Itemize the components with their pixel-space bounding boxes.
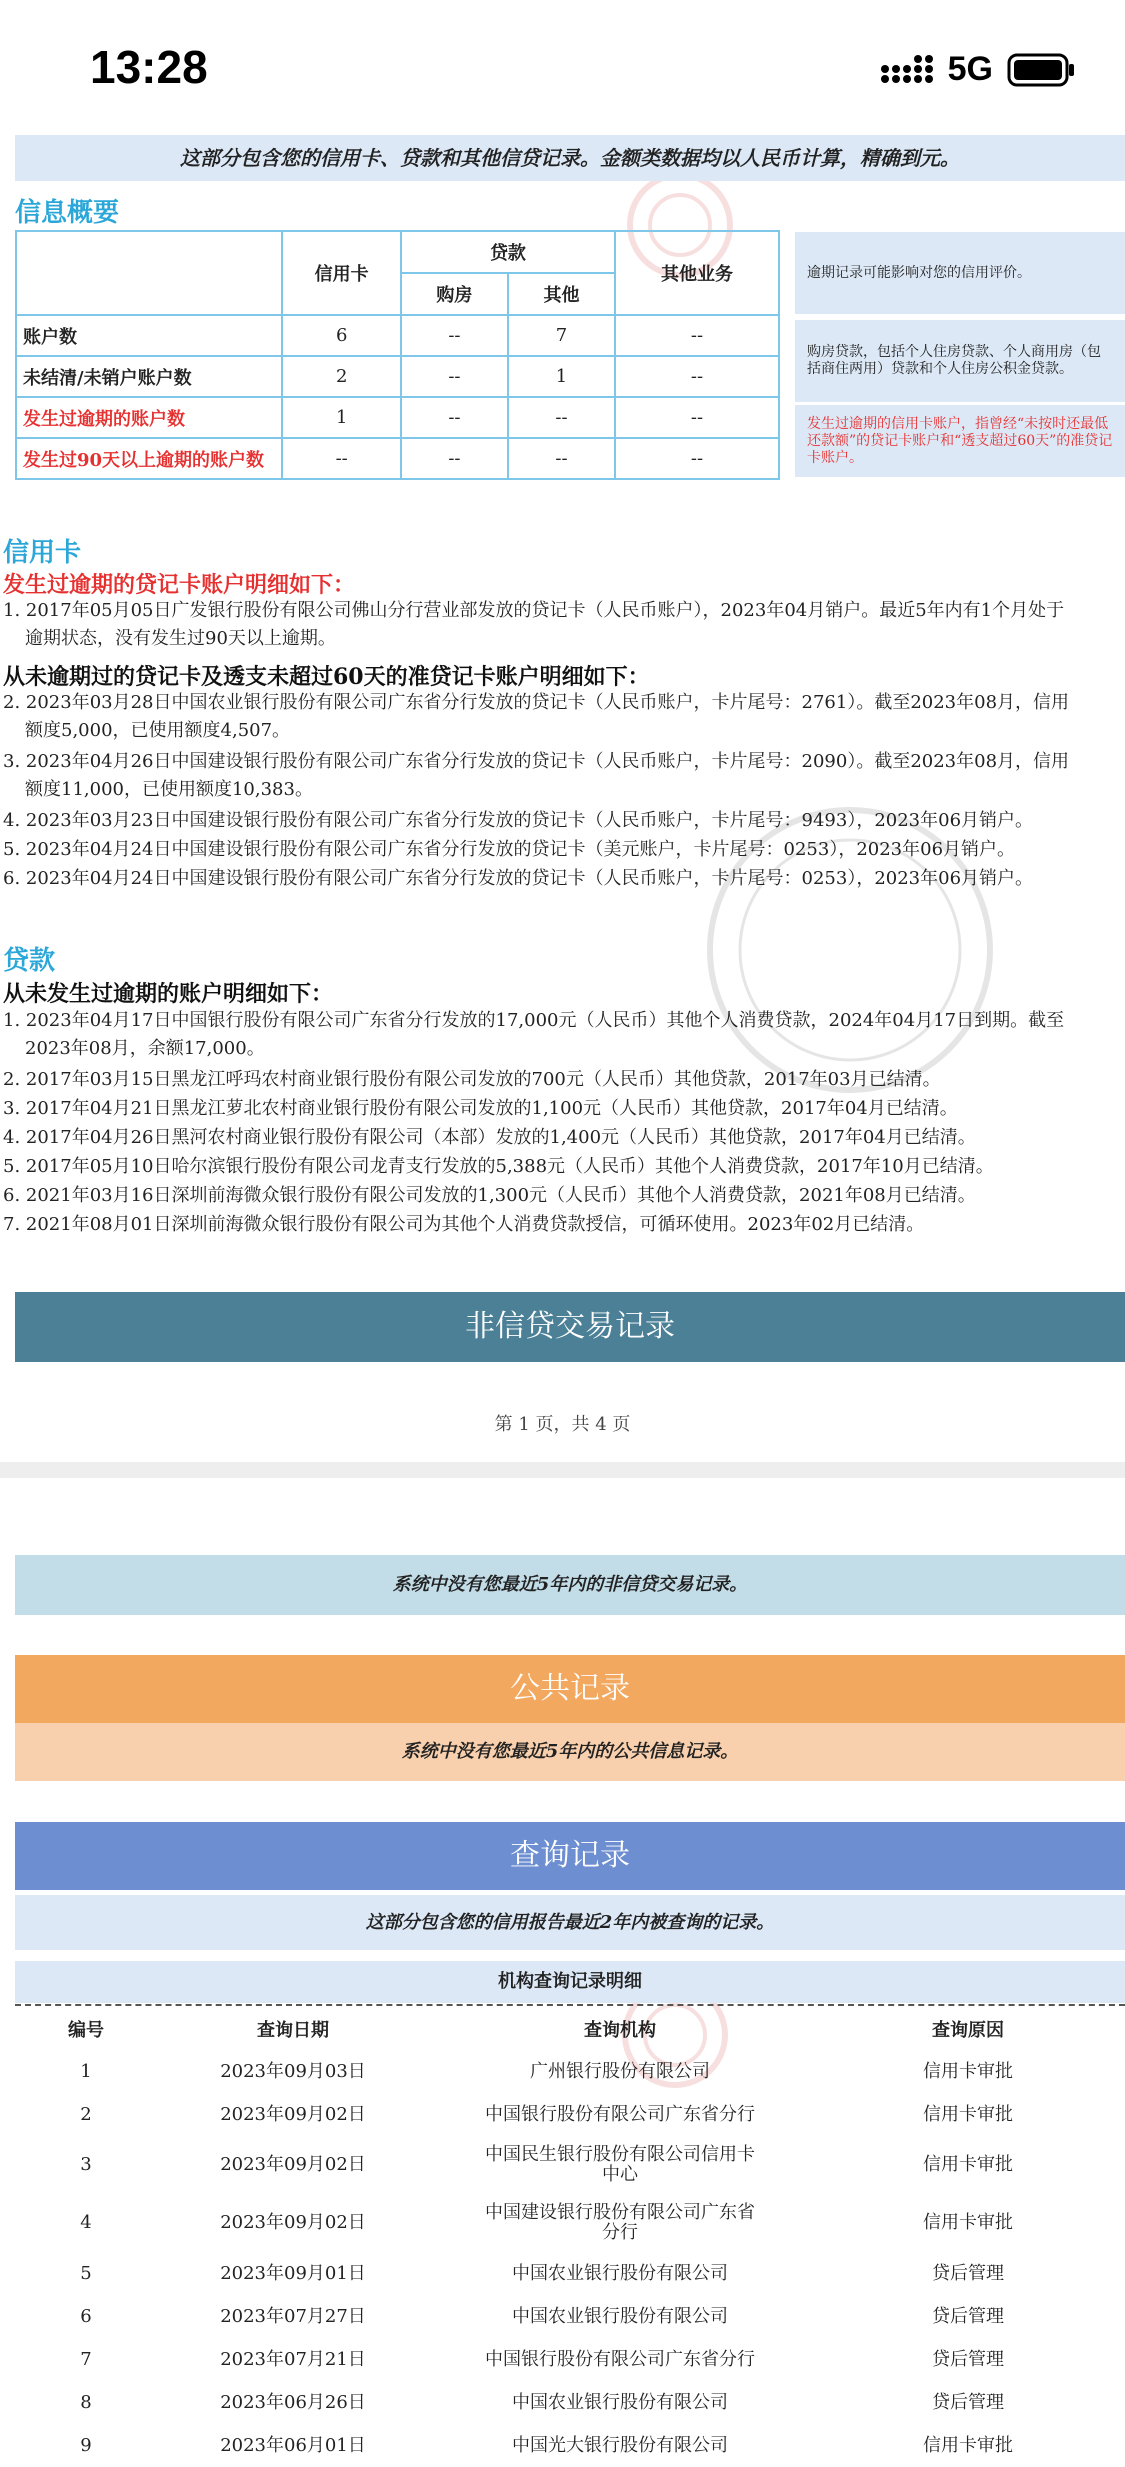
row-label: 发生过逾期的账户数 [16,397,282,438]
cell-value: -- [615,397,779,438]
cell-date: 2023年07月27日 [220,2305,366,2327]
item-text: 3. 2017年04月21日黑龙江萝北农村商业银行股份有限公司发放的1,100元（人民币）其他贷款，2017年04月已结清。 [3,1098,958,1119]
summary-title: 信息概要 [15,198,120,228]
cell-org-line1: 中国民生银行股份有限公司信用卡 [485,2144,755,2165]
list-item [3,1007,1125,1063]
cell-value: 1 [508,356,615,397]
cell-reason: 信用卡审批 [923,2103,1013,2125]
loans-heading: 从未发生过逾期的账户明细如下： [3,981,334,1007]
cell-reason: 信用卡审批 [923,2212,1013,2233]
cell-no: 2 [80,2103,92,2125]
table-row [15,2050,1125,2093]
cell-value: -- [615,438,779,479]
cell-org-line2: 分行 [602,2222,638,2243]
col-header-no: 编号 [68,2020,104,2041]
cell-date: 2023年06月26日 [220,2391,366,2413]
note-housing-loan: 购房贷款，包括个人住房贷款、个人商用房（包括商住两用）贷款和个人住房公积金贷款。 [795,320,1125,402]
item-text: 5. 2017年05月10日哈尔滨银行股份有限公司龙青支行发放的5,388元（人民币）其他个人消费贷款，2017年10月已结清。 [3,1156,994,1177]
cell-value: 6 [282,315,400,356]
item-text: 4. 2023年03月23日中国建设银行股份有限公司广东省分行发放的贷记卡（人民币账户，卡片尾号：9493），2023年06月销户。 [3,810,1034,831]
item-text: 7. 2021年08月01日深圳前海微众银行股份有限公司为其他个人消费贷款授信，可循环使用。2023年02月已结清。 [3,1214,925,1235]
cell-no: 8 [80,2391,92,2413]
cell-no: 9 [80,2434,92,2456]
item-text: 1. 2023年04月17日中国银行股份有限公司广东省分行发放的17,000元（人民币）其他个人消费贷款，2024年04月17日到期。截至 [3,1010,1065,1031]
list-item [3,1095,1125,1123]
cell-value: -- [401,315,508,356]
cell-value: -- [508,438,615,479]
list-item [3,807,1125,835]
item-text-cont: 2023年08月，余额17,000。 [25,1038,265,1059]
cell-reason: 信用卡审批 [923,2154,1013,2175]
cell-date: 2023年09月02日 [220,2212,366,2233]
cell-reason: 信用卡审批 [923,2434,1013,2456]
cell-org: 广州银行股份有限公司 [530,2060,710,2082]
cell-org: 中国农业银行股份有限公司 [512,2262,728,2284]
item-text: 4. 2017年04月26日黑河农村商业银行股份有限公司（本部）发放的1,400元（人民币）其他贷款，2017年04月已结清。 [3,1127,976,1148]
item-text-cont: 逾期状态，没有发生过90天以上逾期。 [25,628,336,649]
cell-org [429,2194,811,2252]
table-row [15,2295,1125,2338]
header-other: 其他 [508,273,615,315]
list-item [3,1211,1125,1239]
cell-date: 2023年09月03日 [220,2060,366,2082]
list-item [3,1182,1125,1210]
cell-value: -- [282,438,400,479]
item-text-cont: 额度5,000，已使用额度4,507。 [25,720,291,741]
page-divider [0,1462,1125,1478]
cell-reason: 信用卡审批 [923,2060,1013,2082]
col-header-date: 查询日期 [257,2020,329,2041]
overdue-heading: 发生过逾期的贷记卡账户明细如下： [3,572,356,598]
header-housing: 购房 [401,273,508,315]
battery-icon [1007,53,1077,87]
cell-reason: 贷后管理 [932,2262,1004,2284]
list-item [3,748,1125,804]
cell-org: 中国农业银行股份有限公司 [512,2391,728,2413]
cell-no: 3 [80,2154,92,2175]
cell-value: 1 [282,397,400,438]
non-credit-empty: 系统中没有您最近5年内的非信贷交易记录。 [15,1555,1125,1615]
list-item [3,689,1125,745]
item-text: 3. 2023年04月26日中国建设银行股份有限公司广东省分行发放的贷记卡（人民币账户，卡片尾号：2090）。截至2023年08月，信用 [3,751,1070,772]
cell-org: 中国银行股份有限公司广东省分行 [485,2348,755,2370]
cell-no: 6 [80,2305,92,2327]
list-item [3,836,1125,864]
credit-card-title: 信用卡 [3,538,82,568]
header-loan: 贷款 [401,231,615,273]
item-text: 1. 2017年05月05日广发银行股份有限公司佛山分行营业部发放的贷记卡（人民币账户），2023年04月销户。最近5年内有1个月处于 [3,600,1065,621]
table-row [15,2136,1125,2194]
cell-date: 2023年07月21日 [220,2348,366,2370]
status-icons [880,50,1077,89]
summary-corner-cell [16,231,282,315]
row-label: 未结清/未销户账户数 [16,356,282,397]
summary-table [15,230,780,480]
public-records-empty: 系统中没有您最近5年内的公共信息记录。 [15,1723,1125,1781]
cell-value: -- [401,397,508,438]
divider [15,2004,1125,2006]
cell-no: 5 [80,2262,92,2284]
network-type: 5G [947,50,993,88]
status-time: 13:28 [90,41,208,93]
item-text-cont: 额度11,000，已使用额度10,383。 [25,779,313,800]
cell-value: 7 [508,315,615,356]
cell-value: -- [508,397,615,438]
cell-org: 中国农业银行股份有限公司 [512,2305,728,2327]
item-text: 2. 2023年03月28日中国农业银行股份有限公司广东省分行发放的贷记卡（人民币账户，卡片尾号：2761）。截至2023年08月，信用 [3,692,1070,713]
query-table [15,2008,1125,2467]
cell-no: 1 [80,2060,92,2082]
signal-icon [880,55,934,85]
loans-title: 贷款 [3,946,56,976]
cell-org: 中国光大银行股份有限公司 [512,2434,728,2456]
query-records-intro: 这部分包含您的信用报告最近2年内被查询的记录。 [15,1895,1125,1950]
cell-reason: 贷后管理 [932,2391,1004,2413]
cell-date: 2023年06月01日 [220,2434,366,2456]
status-bar [0,0,1125,130]
table-row [15,2252,1125,2295]
public-records-header: 公共记录 [15,1655,1125,1723]
cell-value: 2 [282,356,400,397]
list-item [3,1153,1125,1181]
table-row [15,2093,1125,2136]
cell-no: 4 [80,2212,92,2233]
cell-value: -- [401,356,508,397]
list-item [3,1066,1125,1094]
table-row [15,2338,1125,2381]
query-records-subtitle: 机构查询记录明细 [15,1961,1125,2003]
header-credit-card: 信用卡 [282,231,400,315]
col-header-reason: 查询原因 [932,2020,1004,2041]
list-item [3,1124,1125,1152]
col-header-org: 查询机构 [584,2020,656,2041]
normal-heading: 从未逾期过的贷记卡及透支未超过60天的准贷记卡账户明细如下： [3,664,650,690]
cell-reason: 贷后管理 [932,2348,1004,2370]
list-item [3,865,1125,893]
item-text: 6. 2021年03月16日深圳前海微众银行股份有限公司发放的1,300元（人民币）其他个人消费贷款，2021年08月已结清。 [3,1185,976,1206]
cell-org-line1: 中国建设银行股份有限公司广东省 [485,2202,755,2223]
query-records-header: 查询记录 [15,1822,1125,1890]
table-row [15,2194,1125,2252]
cell-date: 2023年09月02日 [220,2154,366,2175]
intro-banner: 这部分包含您的信用卡、贷款和其他信贷记录。金额类数据均以人民币计算，精确到元。 [15,135,1125,181]
cell-date: 2023年09月01日 [220,2262,366,2284]
header-other-business: 其他业务 [615,231,779,315]
cell-no: 7 [80,2348,92,2370]
page-indicator: 第 1 页，共 4 页 [494,1414,631,1435]
row-label: 账户数 [16,315,282,356]
cell-reason: 贷后管理 [932,2305,1004,2327]
cell-org [429,2136,811,2194]
cell-date: 2023年09月02日 [220,2103,366,2125]
note-overdue-card: 发生过逾期的信用卡账户，指曾经“未按时还最低还款额”的贷记卡账户和“透支超过60天”的准贷记卡账户。 [795,405,1125,477]
note-overdue: 逾期记录可能影响对您的信用评价。 [795,232,1125,314]
cell-value: -- [615,315,779,356]
table-row [15,2424,1125,2467]
non-credit-header: 非信贷交易记录 [15,1292,1125,1362]
cell-value: -- [615,356,779,397]
item-text: 2. 2017年03月15日黑龙江呼玛农村商业银行股份有限公司发放的700元（人民币）其他贷款，2017年03月已结清。 [3,1069,941,1090]
table-row [15,2381,1125,2424]
item-text: 5. 2023年04月24日中国建设银行股份有限公司广东省分行发放的贷记卡（美元账户，卡片尾号：0253），2023年06月销户。 [3,839,1016,860]
row-label: 发生过90天以上逾期的账户数 [16,438,282,479]
item-text: 6. 2023年04月24日中国建设银行股份有限公司广东省分行发放的贷记卡（人民币账户，卡片尾号：0253），2023年06月销户。 [3,868,1034,889]
cell-org-line2: 中心 [602,2164,638,2185]
cell-value: -- [401,438,508,479]
cell-org: 中国银行股份有限公司广东省分行 [485,2103,755,2125]
list-item [3,597,1125,653]
